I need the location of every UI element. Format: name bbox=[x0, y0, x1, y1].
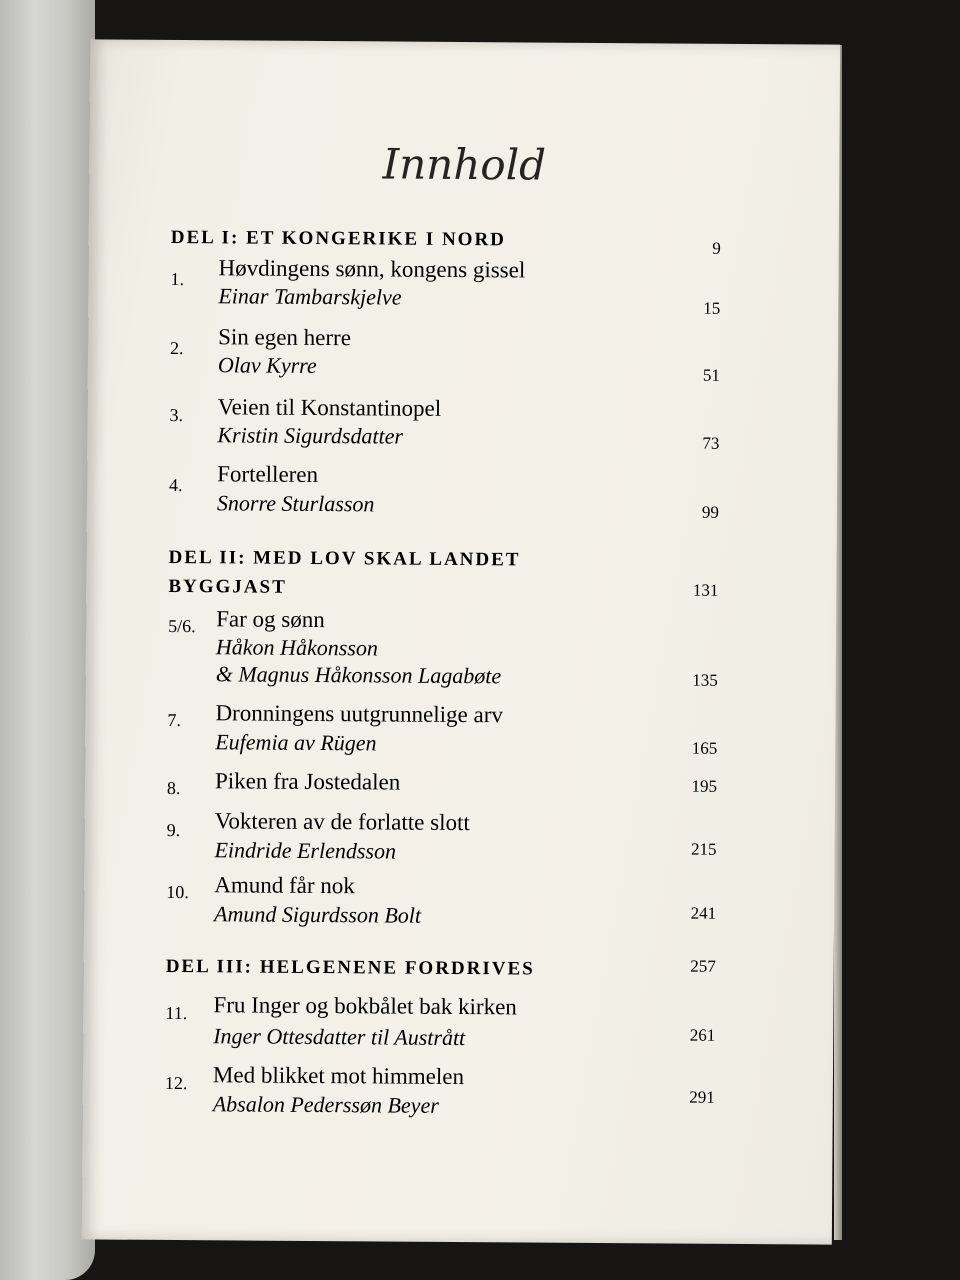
chapter-page: 291 bbox=[689, 1087, 715, 1107]
chapter-number: 12. bbox=[164, 1072, 188, 1094]
chapter-subject: Absalon Pederssøn Beyer bbox=[212, 1091, 439, 1118]
chapter-subject: Inger Ottesdatter til Austrått bbox=[213, 1023, 466, 1051]
chapter-page: 215 bbox=[690, 839, 717, 859]
chapter-title: Far og sønn bbox=[216, 606, 325, 633]
chapter-subject: Kristin Sigurdsdatter bbox=[217, 422, 404, 449]
chapter-page: 73 bbox=[702, 433, 720, 453]
chapter-number: 2. bbox=[169, 337, 184, 359]
chapter-page: 135 bbox=[692, 670, 718, 690]
part-3-title: DEL III: HELGENENE FORDRIVES bbox=[165, 955, 535, 980]
chapter-title: Sin egen herre bbox=[218, 324, 352, 351]
page-title: Innhold bbox=[382, 139, 547, 190]
part-2-page: 131 bbox=[692, 580, 719, 600]
chapter-subject: Håkon Håkonsson bbox=[215, 634, 378, 661]
part-1-title: DEL I: ET KONGERIKE I NORD bbox=[170, 226, 507, 251]
chapter-subject: Eindride Erlendsson bbox=[214, 837, 397, 864]
chapter-number: 1. bbox=[170, 268, 185, 290]
chapter-title: Amund får nok bbox=[214, 872, 355, 899]
chapter-number: 9. bbox=[166, 819, 181, 841]
chapter-subject: Eufemia av Rügen bbox=[215, 729, 377, 756]
chapter-title: Fru Inger og bokbålet bak kirken bbox=[213, 992, 517, 1020]
chapter-number: 8. bbox=[166, 777, 181, 799]
part-1-page: 9 bbox=[712, 238, 721, 258]
chapter-number: 4. bbox=[169, 474, 183, 496]
chapter-subject: Olav Kyrre bbox=[217, 352, 317, 378]
chapter-title: Piken fra Jostedalen bbox=[214, 768, 401, 795]
chapter-subject: Snorre Sturlasson bbox=[216, 490, 375, 517]
chapter-title: Med blikket mot himmelen bbox=[212, 1062, 465, 1090]
chapter-page: 195 bbox=[691, 776, 718, 796]
part-2-title: DEL II: MED LOV SKAL LANDET BYGGJAST bbox=[168, 546, 521, 598]
chapter-number: 11. bbox=[165, 1002, 188, 1024]
chapter-number: 3. bbox=[169, 404, 184, 426]
chapter-page: 99 bbox=[701, 502, 719, 522]
chapter-number: 10. bbox=[166, 881, 189, 903]
chapter-number: 7. bbox=[167, 709, 182, 731]
chapter-page: 51 bbox=[702, 365, 720, 385]
chapter-subject-second: & Magnus Håkonsson Lagabøte bbox=[215, 661, 502, 689]
chapter-page: 261 bbox=[689, 1025, 716, 1045]
chapter-title: Høvdingens sønn, kongens gissel bbox=[218, 255, 526, 283]
chapter-subject: Einar Tambarskjelve bbox=[218, 283, 402, 310]
chapter-subject: Amund Sigurdsson Bolt bbox=[214, 901, 422, 928]
chapter-title: Veien til Konstantinopel bbox=[217, 394, 442, 421]
chapter-title: Vokteren av de forlatte slott bbox=[214, 808, 470, 836]
book-page bbox=[82, 39, 840, 1244]
left-facing-page bbox=[0, 0, 95, 1280]
chapter-title: Dronningens uutgrunnelige arv bbox=[215, 700, 504, 728]
chapter-title: Fortelleren bbox=[217, 461, 319, 487]
part-3-page: 257 bbox=[690, 956, 716, 976]
chapter-page: 241 bbox=[690, 903, 717, 923]
chapter-page: 15 bbox=[703, 298, 721, 318]
chapter-page: 165 bbox=[691, 738, 718, 758]
chapter-number: 5/6. bbox=[168, 615, 196, 637]
